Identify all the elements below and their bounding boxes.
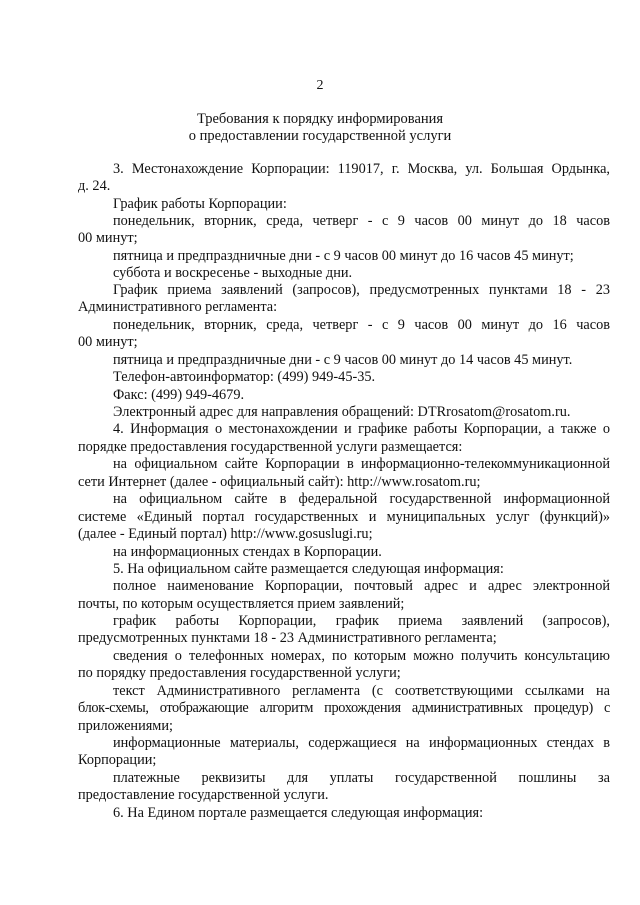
text-line: понедельник, вторник, среда, четверг - с 9 часов 00 минут до 18 часов xyxy=(113,213,610,229)
url-text-line: (далее - Единый портал) http://www.gosuslugi.ru; xyxy=(78,526,373,542)
text-line: приложениями; xyxy=(78,718,173,734)
text-line: по порядку предоставления государственной услуги; xyxy=(78,665,401,681)
text-line: График работы Корпорации: xyxy=(113,196,287,212)
text-line: на официальном сайте в федеральной государственной информационной xyxy=(113,491,610,507)
text-line: 3. Местонахождение Корпорации: 119017, г. Москва, ул. Большая Ордынка, xyxy=(113,161,610,177)
text-line: текст Административного регламента (с соответствующими ссылками на xyxy=(113,683,610,699)
page-number: 2 xyxy=(316,78,324,93)
text-line: 4. Информация о местонахождении и графике работы Корпорации, а также о xyxy=(113,421,610,437)
text-line: информационные материалы, содержащиеся на информационных стендах в xyxy=(113,735,610,751)
text-line: полное наименование Корпорации, почтовый адрес и адрес электронной xyxy=(113,578,610,594)
text-line: пятница и предпраздничные дни - с 9 часов 00 минут до 14 часов 45 минут. xyxy=(113,352,573,368)
text-line: понедельник, вторник, среда, четверг - с 9 часов 00 минут до 16 часов xyxy=(113,317,610,333)
text-line: системе «Единый портал государственных и муниципальных услуг (функций)» xyxy=(78,509,610,525)
text-line: пятница и предпраздничные дни - с 9 часов 00 минут до 16 часов 45 минут; xyxy=(113,248,574,264)
url-text-line: сети Интернет (далее - официальный сайт): http://www.rosatom.ru; xyxy=(78,474,481,490)
text-line: сведения о телефонных номерах, по которым можно получить консультацию xyxy=(113,648,610,664)
text-line: почты, по которым осуществляется прием заявлений; xyxy=(78,596,405,612)
text-line: график работы Корпорации, график приема заявлений (запросов), xyxy=(113,613,610,629)
text-line: порядке предоставления государственной услуги размещается: xyxy=(78,439,463,455)
text-line: на информационных стендах в Корпорации. xyxy=(113,544,382,560)
text-line: предоставление государственной услуги. xyxy=(78,787,329,803)
text-line: суббота и воскресенье - выходные дни. xyxy=(113,265,353,281)
section-heading-line-2: о предоставлении государственной услуги xyxy=(188,128,452,144)
text-line: Факс: (499) 949-4679. xyxy=(113,387,245,403)
text-line: предусмотренных пунктами 18 - 23 Административного регламента; xyxy=(78,630,497,646)
email-text-line: Электронный адрес для направления обращений: DTRrosatom@rosatom.ru. xyxy=(113,404,571,420)
text-line: Телефон-автоинформатор: (499) 949-45-35. xyxy=(113,369,376,385)
text-line: График приема заявлений (запросов), предусмотренных пунктами 18 - 23 xyxy=(113,282,610,298)
text-line: 00 минут; xyxy=(78,230,138,246)
text-line: д. 24. xyxy=(78,178,111,194)
text-line: Корпорации; xyxy=(78,752,157,768)
text-line: Административного регламента: xyxy=(78,299,278,315)
section-heading-line-1: Требования к порядку информирования xyxy=(196,111,444,127)
text-line: 6. На Едином портале размещается следующая информация: xyxy=(113,805,484,821)
text-line: блок-схемы, отображающие алгоритм прохождения административных процедур) с xyxy=(78,700,610,716)
text-line: платежные реквизиты для уплаты государственной пошлины за xyxy=(113,770,610,786)
text-line: 00 минут; xyxy=(78,334,138,350)
text-line: 5. На официальном сайте размещается следующая информация: xyxy=(113,561,504,577)
text-line: на официальном сайте Корпорации в информационно-телекоммуникационной xyxy=(113,456,610,472)
